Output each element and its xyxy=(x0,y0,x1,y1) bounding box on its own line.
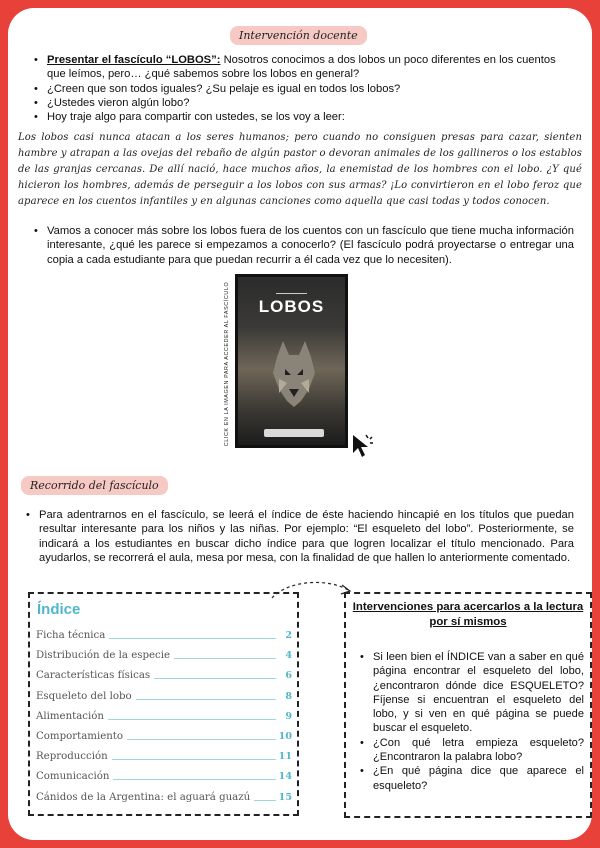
intro-bullet-list xyxy=(34,53,574,124)
index-row-label: Comunicación xyxy=(36,771,113,782)
interventions-list xyxy=(360,650,584,793)
index-row-page: 2 xyxy=(285,630,292,641)
index-row-page: 8 xyxy=(285,690,292,702)
bullet-item: • Vamos a conocer más sobre los lobos fuera de los cuentos con un fascículo que tiene mucha información interesante, ¿qué les parece si empezamos a conocerlo? (El fascículo podrá proyectarse o entregar una copia a cada estudiante para que puedan recurrir a él cada vez que lo necesiten). xyxy=(34,224,574,267)
index-row xyxy=(36,731,292,745)
index-row xyxy=(36,751,292,765)
index-row xyxy=(36,711,292,725)
index-row xyxy=(36,792,292,806)
bullet-item: • ¿Ustedes vieron algún lobo? xyxy=(34,96,574,110)
index-row-page: 10 xyxy=(278,731,292,742)
bullet-item xyxy=(34,53,574,82)
index-row-label: Cánidos de la Argentina: el aguará guazú xyxy=(36,792,254,803)
index-row-label: Distribución de la especie xyxy=(36,650,174,661)
index-row-page: 9 xyxy=(285,710,292,722)
index-row-label: Esqueleto del lobo xyxy=(36,691,136,702)
index-row xyxy=(36,650,292,664)
cover-title: LOBOS xyxy=(258,297,325,316)
interventions-title: Intervenciones para acercarlos a la lectura por sí mismos xyxy=(352,601,584,628)
index-row-page: 14 xyxy=(278,771,292,783)
index-box xyxy=(28,592,299,816)
index-row-page: 15 xyxy=(278,791,292,803)
section-label-intervencion: Intervención docente xyxy=(230,26,367,45)
fasciculo-cover-link[interactable] xyxy=(235,274,348,448)
bullet-item: • Hoy traje algo para compartir con ustedes, se los voy a leer: xyxy=(34,110,574,124)
cover-divider xyxy=(276,293,307,294)
cover-logos xyxy=(264,429,324,437)
bullet-lead: Presentar el fascículo “LOBOS”: xyxy=(47,54,221,66)
index-row xyxy=(36,771,292,785)
section-label-recorrido: Recorrido del fascículo xyxy=(21,476,168,495)
interventions-box xyxy=(344,592,592,818)
intervention-item: • ¿En qué página dice que aparece el esqueleto? xyxy=(360,764,584,793)
index-row xyxy=(36,670,292,684)
cursor-click-icon xyxy=(350,433,374,459)
index-row-page: 11 xyxy=(278,751,292,763)
page xyxy=(8,8,592,840)
index-row-label: Reproducción xyxy=(36,751,112,762)
index-row-label: Comportamiento xyxy=(36,731,127,742)
second-bullet-list xyxy=(34,224,574,267)
intervention-item: • ¿Con qué letra empieza esqueleto? ¿Encontraron la palabra lobo? xyxy=(360,736,584,765)
bullet-item: • ¿Creen que son todos iguales? ¿Su pelaje es igual en todos los lobos? xyxy=(34,82,574,96)
third-bullet-list xyxy=(26,508,574,565)
index-row-label: Alimentación xyxy=(36,711,108,722)
cover-vertical-caption: CLICK EN LA IMAGEN PARA ACCEDER AL FASCÍCULO xyxy=(224,281,230,447)
intervention-item: • Si leen bien el ÍNDICE van a saber en qué página encontrar el esqueleto del lobo, ¿encontraron dónde dice ESQUELETO? Fíjense si encuentran el esqueleto del lobo, y si ven en qué página se puede buscar el esqueleto. xyxy=(360,650,584,736)
index-title: Índice xyxy=(37,601,81,618)
bullet-text: Nosotros conocimos a dos lobos un poco diferentes en los cuentos que leímos, pero… ¿qué sabemos sobre los lobos en general? xyxy=(47,54,556,81)
index-row-page: 6 xyxy=(285,670,292,682)
index-row-page: 4 xyxy=(285,650,292,662)
wolf-illustration xyxy=(265,339,323,409)
index-row-label: Ficha técnica xyxy=(36,630,109,641)
bullet-item: • Para adentrarnos en el fascículo, se leerá el índice de éste haciendo hincapié en los títulos que puedan resultar interesante para los niños y las niñas. Por ejemplo: “El esqueleto del lobo”. Posteriormente, se indicará a los estudiantes en buscar dicho índice para que logren localizar el título mencionado. Para ayudarlos, se recorrerá el aula, mesa por mesa, con la finalidad de que hallen lo anteriormente comentado. xyxy=(26,508,574,565)
index-row xyxy=(36,691,292,705)
index-row xyxy=(36,630,292,644)
read-aloud-quote: Los lobos casi nunca atacan a los seres humanos; pero cuando no consiguen presas para cazar, sienten hambre y atrapan a las ovejas del rebaño de algún pastor o devoran animales de los gallineros o los establos de las granjas cercanas. De allí nació, hace muchos años, la enemistad de los hombres con el lobo. ¿Y qué hicieron los hombres, además de perseguir a los lobos con sus armas? ¡Lo convirtieron en el lobo feroz que aparece en los cuentos infantiles y en algunas canciones como aquella que casi todas y todos conocen. xyxy=(18,132,582,207)
index-row-label: Características físicas xyxy=(36,670,154,681)
